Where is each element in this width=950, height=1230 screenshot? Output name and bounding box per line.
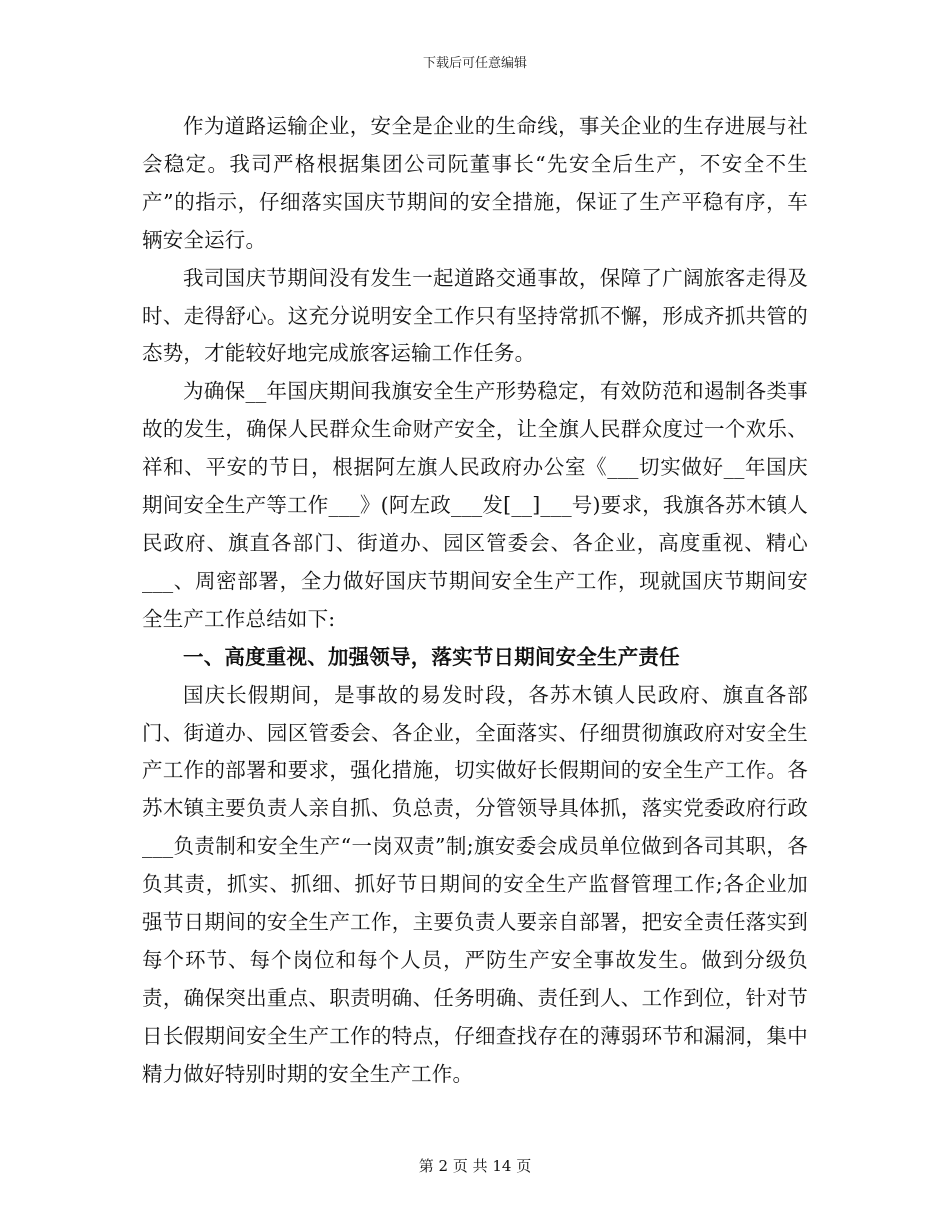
header-note: 下载后可任意编辑 [422,56,527,71]
paragraph-1: 作为道路运输企业，安全是企业的生命线，事关企业的生存进展与社会稳定。我司严格根据集团公司阮董事长“先安全后生产，不安全不生产”的指示，仔细落实国庆节期间的安全措施，保证了生产平稳有序，车辆安全运行。 [142,114,808,252]
document-body [142,108,808,1094]
paragraph-3: 为确保__年国庆期间我旗安全生产形势稳定，有效防范和遏制各类事故的发生，确保人民群众生命财产安全，让全旗人民群众度过一个欢乐、祥和、平安的节日，根据阿左旗人民政府办公室《___切实做好__年国庆期间安全生产等工作___》(阿左政___发[__]___号)要求，我旗各苏木镇人民政府、旗直各部门、街道办、园区管委会、各企业，高度重视、精心___、周密部署，全力做好国庆节期间安全生产工作，现就国庆节期间安全生产工作总结如下: [142,379,808,631]
page-number: 第 2 页 共 14 页 [418,1157,532,1175]
paragraph-2: 我司国庆节期间没有发生一起道路交通事故，保障了广阔旅客走得及时、走得舒心。这充分说明安全工作只有坚持常抓不懈，形成齐抓共管的态势，才能较好地完成旅客运输工作任务。 [142,265,808,366]
section-1-heading: 一、高度重视、加强领导，落实节日期间安全生产责任 [183,644,680,669]
section-1-paragraph: 国庆长假期间，是事故的易发时段，各苏木镇人民政府、旗直各部门、街道办、园区管委会、各企业，全面落实、仔细贯彻旗政府对安全生产工作的部署和要求，强化措施，切实做好长假期间的安全生产工作。各苏木镇主要负责人亲自抓、负总责，分管领导具体抓，落实党委政府行政___负责制和安全生产“一岗双责”制;旗安委会成员单位做到各司其职，各负其责，抓实、抓细、抓好节日期间的安全生产监督管理工作;各企业加强节日期间的安全生产工作，主要负责人要亲自部署，把安全责任落实到每个环节、每个岗位和每个人员，严防生产安全事故发生。做到分级负责，确保突出重点、职责明确、任务明确、责任到人、工作到位，针对节日长假期间安全生产工作的特点，仔细查找存在的薄弱环节和漏洞，集中精力做好特别时期的安全生产工作。 [142,682,808,1086]
